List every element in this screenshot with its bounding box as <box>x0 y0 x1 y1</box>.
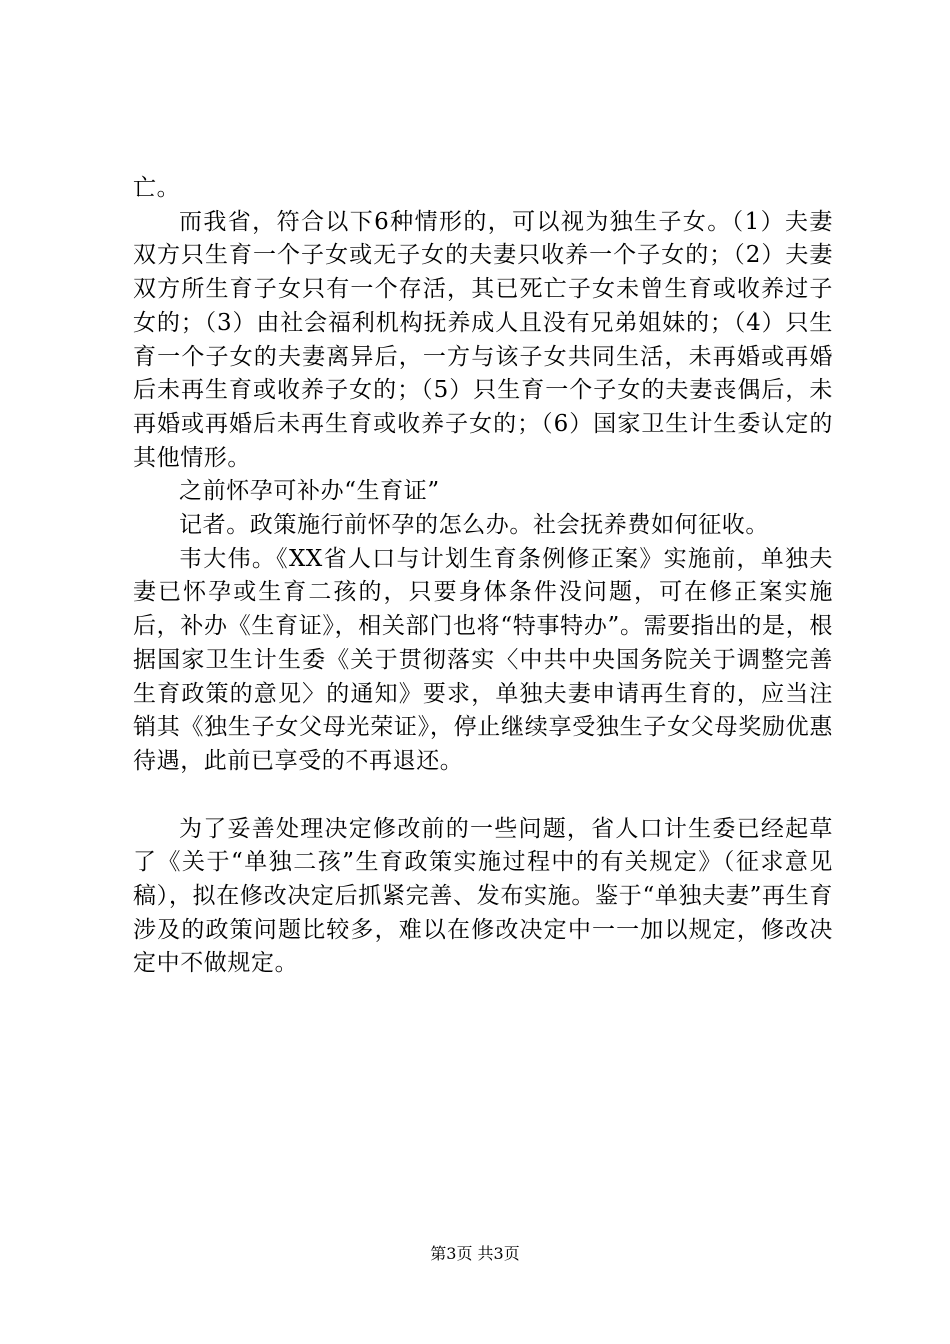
paragraph-continuation: 亡。 <box>133 175 181 201</box>
paragraph-answer: 韦大伟。《XX省人口与计划生育条例修正案》实施前，单独夫妻已怀孕或生育二孩的，只要身体条件没问题，可在修正案实施后，补办《生育证》，相关部门也将“特事特办”。需要指出的是，根据国家卫生计生委《关于贯彻落实〈中共中央国务院关于调整完善生育政策的意见〉的通知》要求，单独夫妻申请再生育的，应当注销其《独生子女父母光荣证》，停止继续享受独生子女父母奖励优惠待遇，此前已享受的不再退还。 <box>133 545 833 774</box>
paragraph-only-child-conditions: 而我省，符合以下6种情形的，可以视为独生子女。（1）夫妻双方只生育一个子女或无子女的夫妻只收养一个子女的；（2）夫妻双方所生育子女只有一个存活，其已死亡子女未曾生育或收养过子女的；（3）由社会福利机构抚养成人且没有兄弟姐妹的；（4）只生育一个子女的夫妻离异后，一方与该子女共同生活，未再婚或再婚后未再生育或收养子女的；（5）只生育一个子女的夫妻丧偶后，未再婚或再婚后未再生育或收养子女的；（6）国家卫生计生委认定的其他情形。 <box>133 208 833 471</box>
paragraph-reporter-question: 记者。政策施行前怀孕的怎么办。社会抚养费如何征收。 <box>179 512 769 539</box>
paragraph-gap <box>133 779 833 813</box>
document-body <box>133 172 833 981</box>
paragraph-regulations: 为了妥善处理决定修改前的一些问题，省人口计生委已经起草了《关于“单独二孩”生育政策实施过程中的有关规定》（征求意见稿），拟在修改决定后抓紧完善、发布实施。鉴于“单独夫妻”再生育涉及的政策问题比较多，难以在修改决定中一一加以规定，修改决定中不做规定。 <box>133 815 833 977</box>
page-number-footer: 第3页 共3页 <box>430 1244 520 1263</box>
section-heading-birth-certificate: 之前怀孕可补办“生育证” <box>179 478 440 505</box>
